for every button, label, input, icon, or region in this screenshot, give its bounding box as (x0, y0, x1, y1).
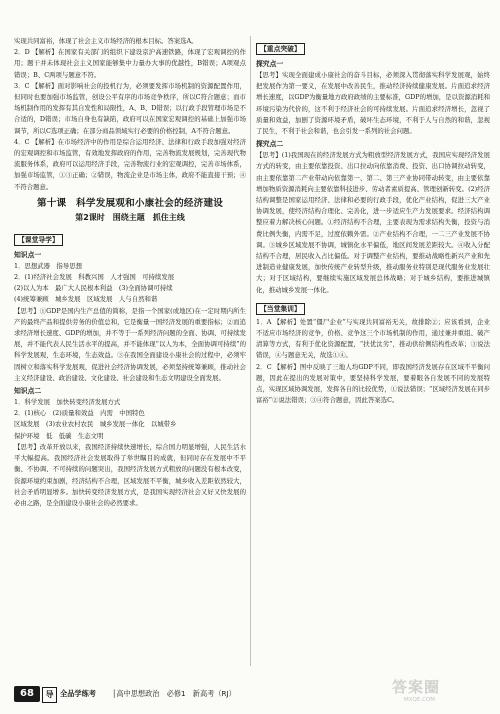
brand-icon: 导 (42, 687, 57, 703)
answer-q2: 2．D 【解析】在国家有关部门的组织下建设京沪高速铁路，体现了宏观调控的作用；题干并未体现社会主义国家能够集中力量办大事的优越性，B错误；A项观点错误；B、C两项与题意不符。 (14, 48, 246, 79)
kp2-line: 保护环境 低 低碳 生态文明 (14, 431, 104, 440)
section-heading-practice: 【当堂集训】 (256, 303, 305, 315)
chapter-title: 第十课 科学发展观和小康社会的经济建设 (36, 197, 224, 209)
kp2-line: 2．(1)核心 (2)质量和效益 内需 中国特色 (14, 409, 145, 418)
answer-q3: 3．C 【解析】面对影响社会的投机行为，必须要发挥市场机制的资源配置作用，但同时也要加强市场监管，创设公平有序的市场竞争秩序，所以C符合题意；而市场机制作用的发挥有其自发性和局限性，A、B、D错误；以行政手段管理市场是不合适的，D错误；市场自身也有缺陷，政府可以在国家宏观调控的基础上加强市场调节，所以C选项正确；在部分商品领域实行必要的价格控制，A不符合题意。 (14, 81, 246, 135)
probe2-text: 【思考】(1)我国现在的经济发展方式为粗放型经济发展方式，我国应实现经济发展方式的转变，由主要依靠投资、出口拉动向依靠消费、投资、出口协调拉动转变，由主要依靠第二产业带动向依靠第一、第二、第三产业协同带动转变，由主要依靠增加物质资源消耗向主要依靠科技进步、劳动者素质提高、管理创新转变。(2)经济结构调整是国家运用经济、法律和必要的行政手段，优化产业结构，促进三大产业协调发展，使经济结构合理化、完善化，进一步适应生产力发展要求。经济结构调整应着力解决核心问题。①经济结构不合理，主要表现为需求结构失衡，投资与消费比例失衡，内需不足，过度依赖外需。②产业结构不合理，一二三产业发展不协调。③城乡区域发展不协调，城镇化水平偏低，地区间发展差距较大。④收入分配结构不合理，居民收入占比偏低。对于调整产业结构，要推动战略性新兴产业和先进制造业健康发展，加快传统产业转型升级，推动服务业特别是现代服务业发展壮大；对于区域结构，要继续实施区域发展总体战略；对于城乡结构，要推进城镇化，推动城乡发展一体化。 (256, 151, 490, 294)
kp1-line: (4)统筹兼顾 城乡发展 区域发展 人与自然和谐 (14, 295, 158, 304)
kp2-think: 【思考】改革开放以来，我国经济持续快速增长，综合国力明显增强，人民生活水平大幅提高。我国经济社会发展取得了举世瞩目的成就，但同时存在发展中不平衡、不协调、不可持续的问题突出，我国经济发展方式粗放的问题没有根本改变，资源环境约束加剧，经济结构不合理，区域发展不平衡，城乡收入差距依然较大，社会矛盾明显增多。加快转变经济发展方式，是我国实现经济社会又好又快发展的必由之路，是全面建设小康社会的必然要求。 (14, 442, 246, 507)
practice-answer-1: 1．A 【解析】处置“僵尸企业”与实现共同富裕无关，故排除②；应该看到，企业不适应市场经济的竞争，价格、竞争这三个市场机制的作用，通过兼并重组、破产清算等方式，有利于优化资源配置，“扶优汰劣”，推动供给侧结构性改革；③说法错误，④与题意无关，故选①④。 (256, 317, 490, 360)
column-divider (250, 36, 251, 666)
probe-point-1: 探究点一 (256, 60, 284, 68)
lesson-title: 第2课时 围绕主题 抓住主线 (75, 212, 185, 222)
page-number: 68 (14, 686, 40, 702)
kp1-line: 1．思想武器 指导思想 (14, 261, 82, 270)
knowledge-point-2: 知识点二 (14, 387, 42, 396)
knowledge-point-1: 知识点一 (14, 250, 42, 259)
section-heading-focus: 【重点突破】 (256, 43, 305, 55)
probe1-text: 【思考】实现全面建成小康社会的奋斗目标，必须深入贯彻落实科学发展观，始终把发展作为第一要义，在发展中改善民生，推动经济持续健康发展。片面追求经济增长速度，以GDP为衡量地方政府政绩的主要标准，GDP的增加，是以资源消耗和环境污染为代价的，这不利于经济社会的可持续发展。片面追求经济增长，忽视了质量和效益，加剧了资源环境矛盾，破坏生态环境，不利于人与自然的和谐，忽视了民生，不利于社会和谐，也会引发一系列的社会问题。 (256, 71, 490, 136)
brand-name: 全品学练考 (60, 689, 96, 698)
intro-paragraph: 实现共同富裕，体现了社会主义市场经济的根本目标。答案选A。 (14, 37, 198, 45)
right-column (256, 36, 490, 406)
book-info: │高中思想政治 必修1 新高考（RJ） (112, 689, 236, 698)
kp1-think: 【思考】①GDP是国内生产总值的简称，是指一个国家(或地区)在一定时期内所生产的最终产品和提供劳务的价值总和，它是衡量一国经济发展的重要指标；②而追求经济增长速度、GDP的增加，并不等于一系列经济问题的全面、协调、可持续发展，并不能代表人民生活水平的提高，并不能体现“以人为本，全面协调可持续”的科学发展观，生态环境，生态效益。③在我国全面建设小康社会的过程中，必须牢固树立和落实科学发展观，促进社会经济协调发展，必须坚持统筹兼顾，推动社会主义经济建设、政治建设、文化建设、社会建设和生态文明建设全面发展。 (14, 306, 246, 382)
practice-answer-2: 2．C 【解析】图中反映了三地人均GDP不同，即我国经济发展存在区域不平衡问题，因此在提出的发展对策中，要坚持科学发展，要着眼各自发展不同的发展特点，实现区域协调发展，发挥各自的比较优势，①说法错误；“区域经济发展在同步富裕”②说法错误；③④符合题意，因此答案选C。 (256, 362, 490, 405)
watermark-url: MXQE.COM (404, 697, 435, 703)
kp2-line: 1．科学发展 加快转变经济发展方式 (14, 398, 121, 407)
kp2-line: 区域发展 (3)农业农村农民 城乡发展一体化 以城带乡 (14, 420, 177, 429)
probe-point-2: 探究点二 (256, 140, 284, 149)
kp1-line: (2)以人为本 最广大人民根本利益 (3)全面协调可持续 (14, 284, 173, 293)
left-column (14, 36, 246, 509)
section-heading-guide: 【课堂导学】 (14, 234, 63, 246)
watermark-logo: 答案圈 (392, 678, 441, 696)
answer-q4: 4．C 【解析】在市场经济中的作用是综合运用经济、法律和行政手段加强对经济的宏观调控和市场监管，有效地发挥政府的作用，完善物流发展规划，完善现代物流服务体系，政府可以运用经济手段，完善物流行业的宏观调控，完善市场体系，加强市场监管，①③正确；②错误，物流企业是市场主体，政府不能直接干预；④不符合题意。 (14, 137, 246, 191)
kp1-line: 2．(1)经济社会发展 科教兴国 人才强国 可持续发展 (14, 273, 175, 282)
